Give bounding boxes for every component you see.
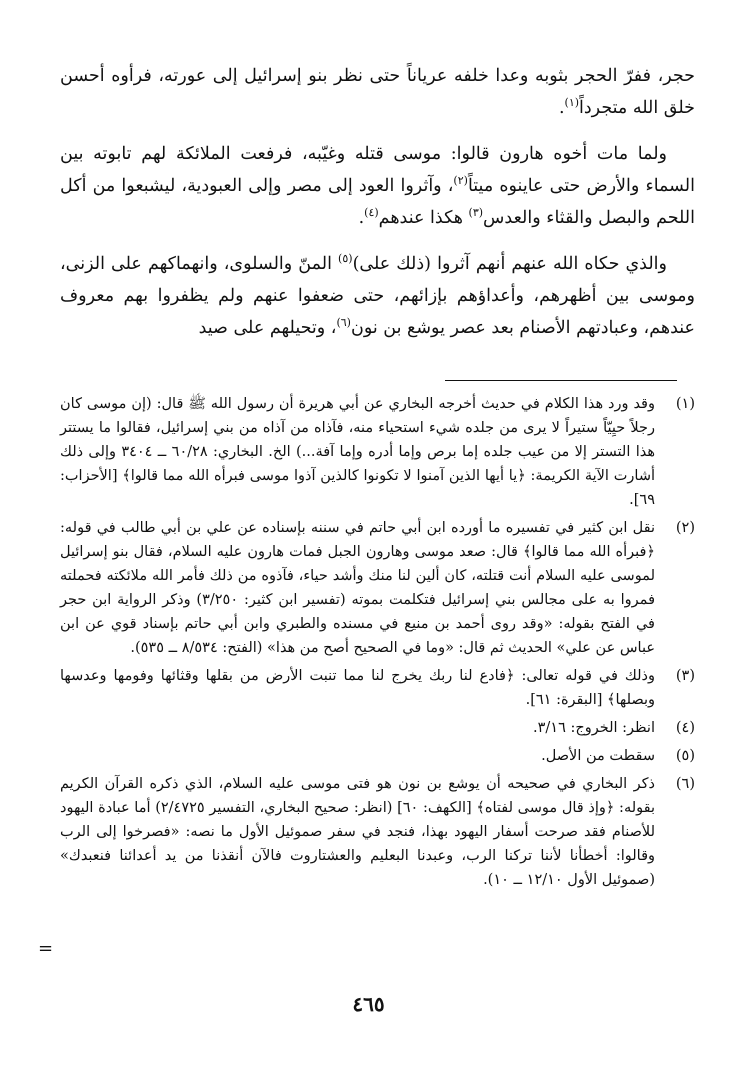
paragraph-3-text-a: والذي حكاه الله عنهم أنهم آثروا (ذلك على) — [352, 254, 667, 274]
footnotes — [60, 392, 695, 896]
footnote-ref-2[interactable]: (٢) — [453, 174, 468, 188]
footnote-text: وذلك في قوله تعالى: ﴿فادع لنا ربك يخرج لنا مما تنبت الأرض من بقلها وقثائها وفومها وعدسها وبصلها﴾ [البقرة: ٦١]. — [60, 668, 655, 708]
footnote-divider — [445, 380, 677, 381]
footnote-number: (٤) — [675, 720, 695, 736]
footnote-ref-6[interactable]: (٦) — [336, 316, 351, 330]
footnote-ref-4[interactable]: (٤) — [364, 206, 379, 220]
paragraph-2-text-b: ، وآثروا العود إلى مصر وإلى العبودية، ليشبعوا من أكل اللحم والبصل والقثاء والعدس — [60, 176, 695, 228]
footnote — [60, 392, 695, 512]
paragraph-2-text-d: . — [358, 208, 365, 228]
footnote — [60, 744, 695, 768]
footnote-text: ذكر البخاري في صحيحه أن يوشع بن نون هو فتى موسى عليه السلام، الذي ذكره القرآن الكريم بقوله: ﴿وإذ قال موسى لفتاه﴾ [الكهف: ٦٠] (انظر: صحيح البخاري، التفسير ٢/٤٧٢٥) أما عبادة اليهود للأصنام فقد صرحت أسفار اليهود بهذا، فنجد في سفر صموئيل الأول ما نصه: «فصرخوا إلى الرب وقالوا: أخطأنا لأننا تركنا الرب، وعبدنا البعليم والعشتاروت فالآن أنقذنا من يد أعدائنا فنعبدك» (صموئيل الأول ١٢/١٠ ــ ١٠). — [60, 776, 655, 888]
footnote-ref-3[interactable]: (٣) — [468, 206, 484, 220]
footnote-text: وقد ورد هذا الكلام في حديث أخرجه البخاري عن أبي هريرة أن رسول الله ﷺ قال: (إن موسى كان رجلاً حيِيّاً ستيراً لا يرى من جلده شيء استحياء منه، فآذاه من آذاه من بني إسرائيل، فقالوا ما يستتر هذا التستر إلا من عيب جلده إما برص وإما أدره وإما آفة...) الخ. البخاري: ٦٠/٢٨ ــ ٣٤٠٤ وإلى ذلك أشارت الآية الكريمة: ﴿يا أيها الذين آمنوا لا تكونوا كالذين آذوا موسى فبرأه الله مما قالوا﴾ [الأحزاب: ٦٩]. — [60, 396, 655, 508]
paragraph-1-end: . — [558, 98, 565, 118]
footnote — [60, 664, 695, 712]
footnote-number: (٢) — [675, 520, 695, 536]
paragraph-1 — [60, 60, 695, 124]
footnote-ref-5[interactable]: (٥) — [338, 252, 353, 266]
footnote-ref-1[interactable]: (١) — [564, 96, 580, 110]
paragraph-3-text-b: المنّ والسلوى، وانهماكهم على الزنى، وموسى بين أظهرهم، وأعداؤهم بإزائهم، حتى ضعفوا عنهم ولم يظفروا بهم معروف عندهم، وعبادتهم الأصنام بعد عصر يوشع بن نون — [60, 254, 695, 338]
page-number: ٤٦٥ — [352, 992, 385, 1016]
paragraph-3-text-c: ، وتحيلهم على صيد — [198, 318, 337, 338]
footnote-text: نقل ابن كثير في تفسيره ما أورده ابن أبي حاتم في سننه بإسناده عن علي بن أبي طالب في قوله: ﴿فبرأه الله مما قالوا﴾ قال: صعد موسى وهارون الجبل فمات هارون عليه السلام، فقال بنو إسرائيل لموسى عليه السلام أنت قتلته، كان ألين لنا منك وأشد حياء، فآذوه من ذلك فأمر الله ملائكته فحملته فمروا به على مجالس بني إسرائيل فتكلمت بموته (تفسير ابن كثير: ٣/٢٥٠) وذكر الرواية ابن حجر في الفتح بقوله: «وقد روى أحمد بن منيع في مسنده والطبري وابن أبي حاتم بإسناد قوي عن ابن عباس عن علي» الحديث ثم قال: «وما في الصحيح أصح من هذا» (الفتح: ٨/٥٣٤ ــ ٥٣٥). — [60, 520, 655, 656]
footnote — [60, 716, 695, 740]
footnote — [60, 772, 695, 892]
footnote-text: انظر: الخروج: ٣/١٦. — [533, 720, 655, 736]
footnote-number: (٦) — [675, 776, 695, 792]
paragraph-1-text: حجر، ففرّ الحجر بثوبه وعدا خلفه عرياناً حتى نظر بنو إسرائيل إلى عورته، فرأوه أحسن خلق الله متجرداً — [60, 66, 695, 118]
paragraph-2-text-a: ولما مات أخوه هارون قالوا: موسى قتله وغيّبه، فرفعت الملائكة لهم تابوته بين السماء والأرض حتى عاينوه ميتاً — [60, 144, 695, 196]
paragraph-2-text-c: هكذا عندهم — [378, 208, 469, 228]
footnote-number: (١) — [675, 396, 695, 412]
paragraph-3 — [60, 248, 695, 344]
main-text — [60, 60, 695, 358]
margin-mark: = — [38, 938, 54, 959]
footnote — [60, 516, 695, 660]
footnote-text: سقطت من الأصل. — [541, 748, 655, 764]
paragraph-2 — [60, 138, 695, 234]
footnote-number: (٣) — [675, 668, 695, 684]
footnote-number: (٥) — [675, 748, 695, 764]
